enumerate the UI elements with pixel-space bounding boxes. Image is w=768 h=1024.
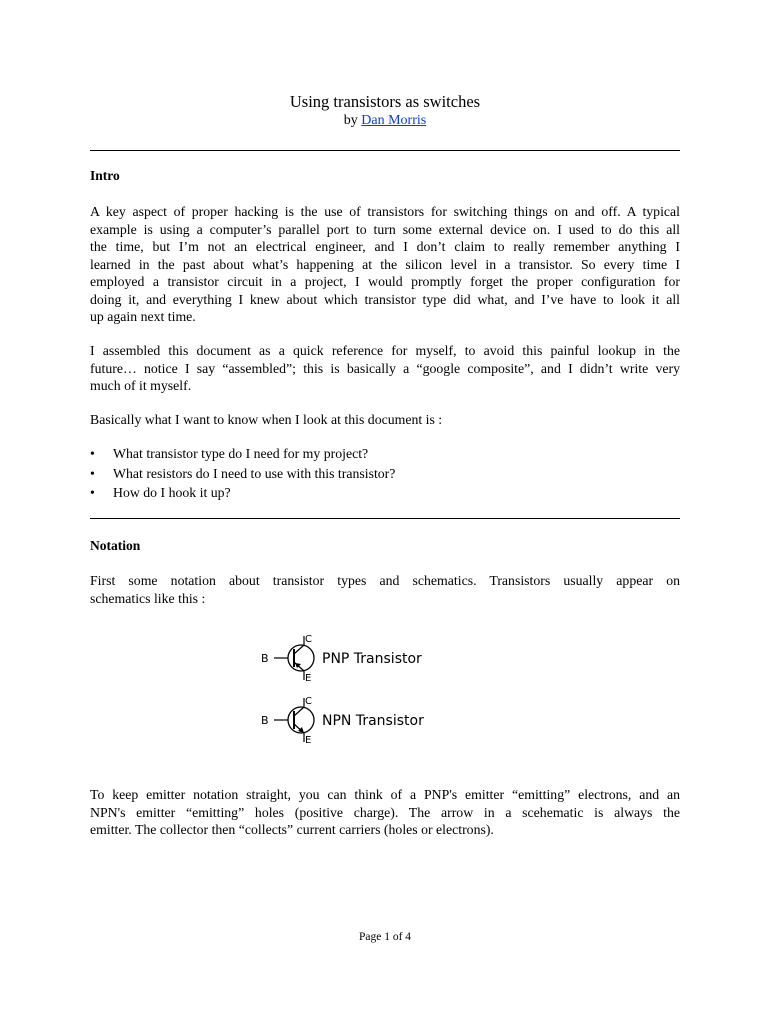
text-line: First some notation about transistor types and schematics. Transistors usually appear on	[90, 573, 680, 588]
intro-paragraph-2	[90, 342, 680, 395]
bullet-icon: •	[90, 485, 95, 500]
text-line: Basically what I want to know when I look at this document is :	[90, 412, 443, 427]
divider	[90, 518, 680, 519]
list-item	[90, 444, 395, 464]
text-line: learned in the past about what’s happening at the silicon level in a transistor. So every time I	[90, 256, 680, 272]
pnp-collector-label: C	[305, 634, 312, 645]
list-item-text: What transistor type do I need for my project?	[113, 446, 369, 461]
list-item	[90, 464, 395, 484]
notation-paragraph-1	[90, 572, 680, 607]
document-title: Using transistors as switches	[289, 92, 481, 111]
pnp-emitter-label: E	[305, 673, 312, 684]
byline	[90, 113, 680, 129]
text-line: future… notice I say “assembled”; this is basically a “google composite”, and I didn’t write very	[90, 360, 680, 376]
text-line: To keep emitter notation straight, you can think of a PNP's emitter “emitting” electrons, and an	[90, 787, 680, 802]
npn-emitter-label: E	[305, 735, 312, 746]
list-item-text: What resistors do I need to use with this transistor?	[113, 465, 396, 481]
text-line: example is using a computer’s parallel port to turn some external device on. I used to do this all	[90, 221, 680, 237]
divider	[90, 150, 680, 151]
document-page	[90, 0, 680, 1024]
text-line: up again next time.	[90, 309, 196, 324]
notation-paragraph-2	[90, 786, 680, 839]
pnp-label: PNP Transistor	[322, 651, 422, 667]
text-line: I assembled this document as a quick reference for myself, to avoid this painful lookup in the	[90, 343, 680, 358]
text-line: much of it myself.	[90, 378, 192, 393]
list-item-text: How do I hook it up?	[113, 485, 231, 500]
bullet-icon: •	[90, 446, 95, 461]
section-heading-intro: Intro	[90, 168, 120, 183]
byline-prefix: by	[343, 113, 358, 128]
bullet-icon: •	[90, 465, 95, 481]
text-line: doing it, and everything I knew about which transistor type did what, and I’ve have to look it all	[90, 291, 680, 307]
list-item	[90, 483, 395, 503]
author-link[interactable]: Dan Morris	[361, 113, 427, 128]
text-line: A key aspect of proper hacking is the use of transistors for switching things on and off. A typical	[90, 204, 680, 219]
text-line: employed a transistor circuit in a project, I would promptly forget the proper configuration for	[90, 274, 680, 289]
requirements-list	[90, 444, 395, 503]
page-number: Page 1 of 4	[358, 931, 412, 943]
text-line: the time, but I’m not an electrical engineer, and I don’t claim to really remember anything I	[90, 239, 680, 254]
text-line: NPN's emitter “emitting” holes (positive charge). The arrow in a scehematic is always the	[90, 804, 680, 820]
text-line: emitter. The collector then “collects” current carriers (holes or electrons).	[90, 822, 494, 837]
npn-label: NPN Transistor	[322, 713, 424, 729]
transistor-schematic-figure	[258, 630, 458, 750]
npn-base-label: B	[261, 714, 269, 727]
intro-paragraph-3	[90, 411, 680, 429]
intro-paragraph-1	[90, 203, 680, 326]
section-heading-notation: Notation	[90, 538, 141, 553]
npn-collector-label: C	[305, 696, 312, 707]
text-line: schematics like this :	[90, 590, 206, 606]
pnp-base-label: B	[261, 652, 269, 665]
